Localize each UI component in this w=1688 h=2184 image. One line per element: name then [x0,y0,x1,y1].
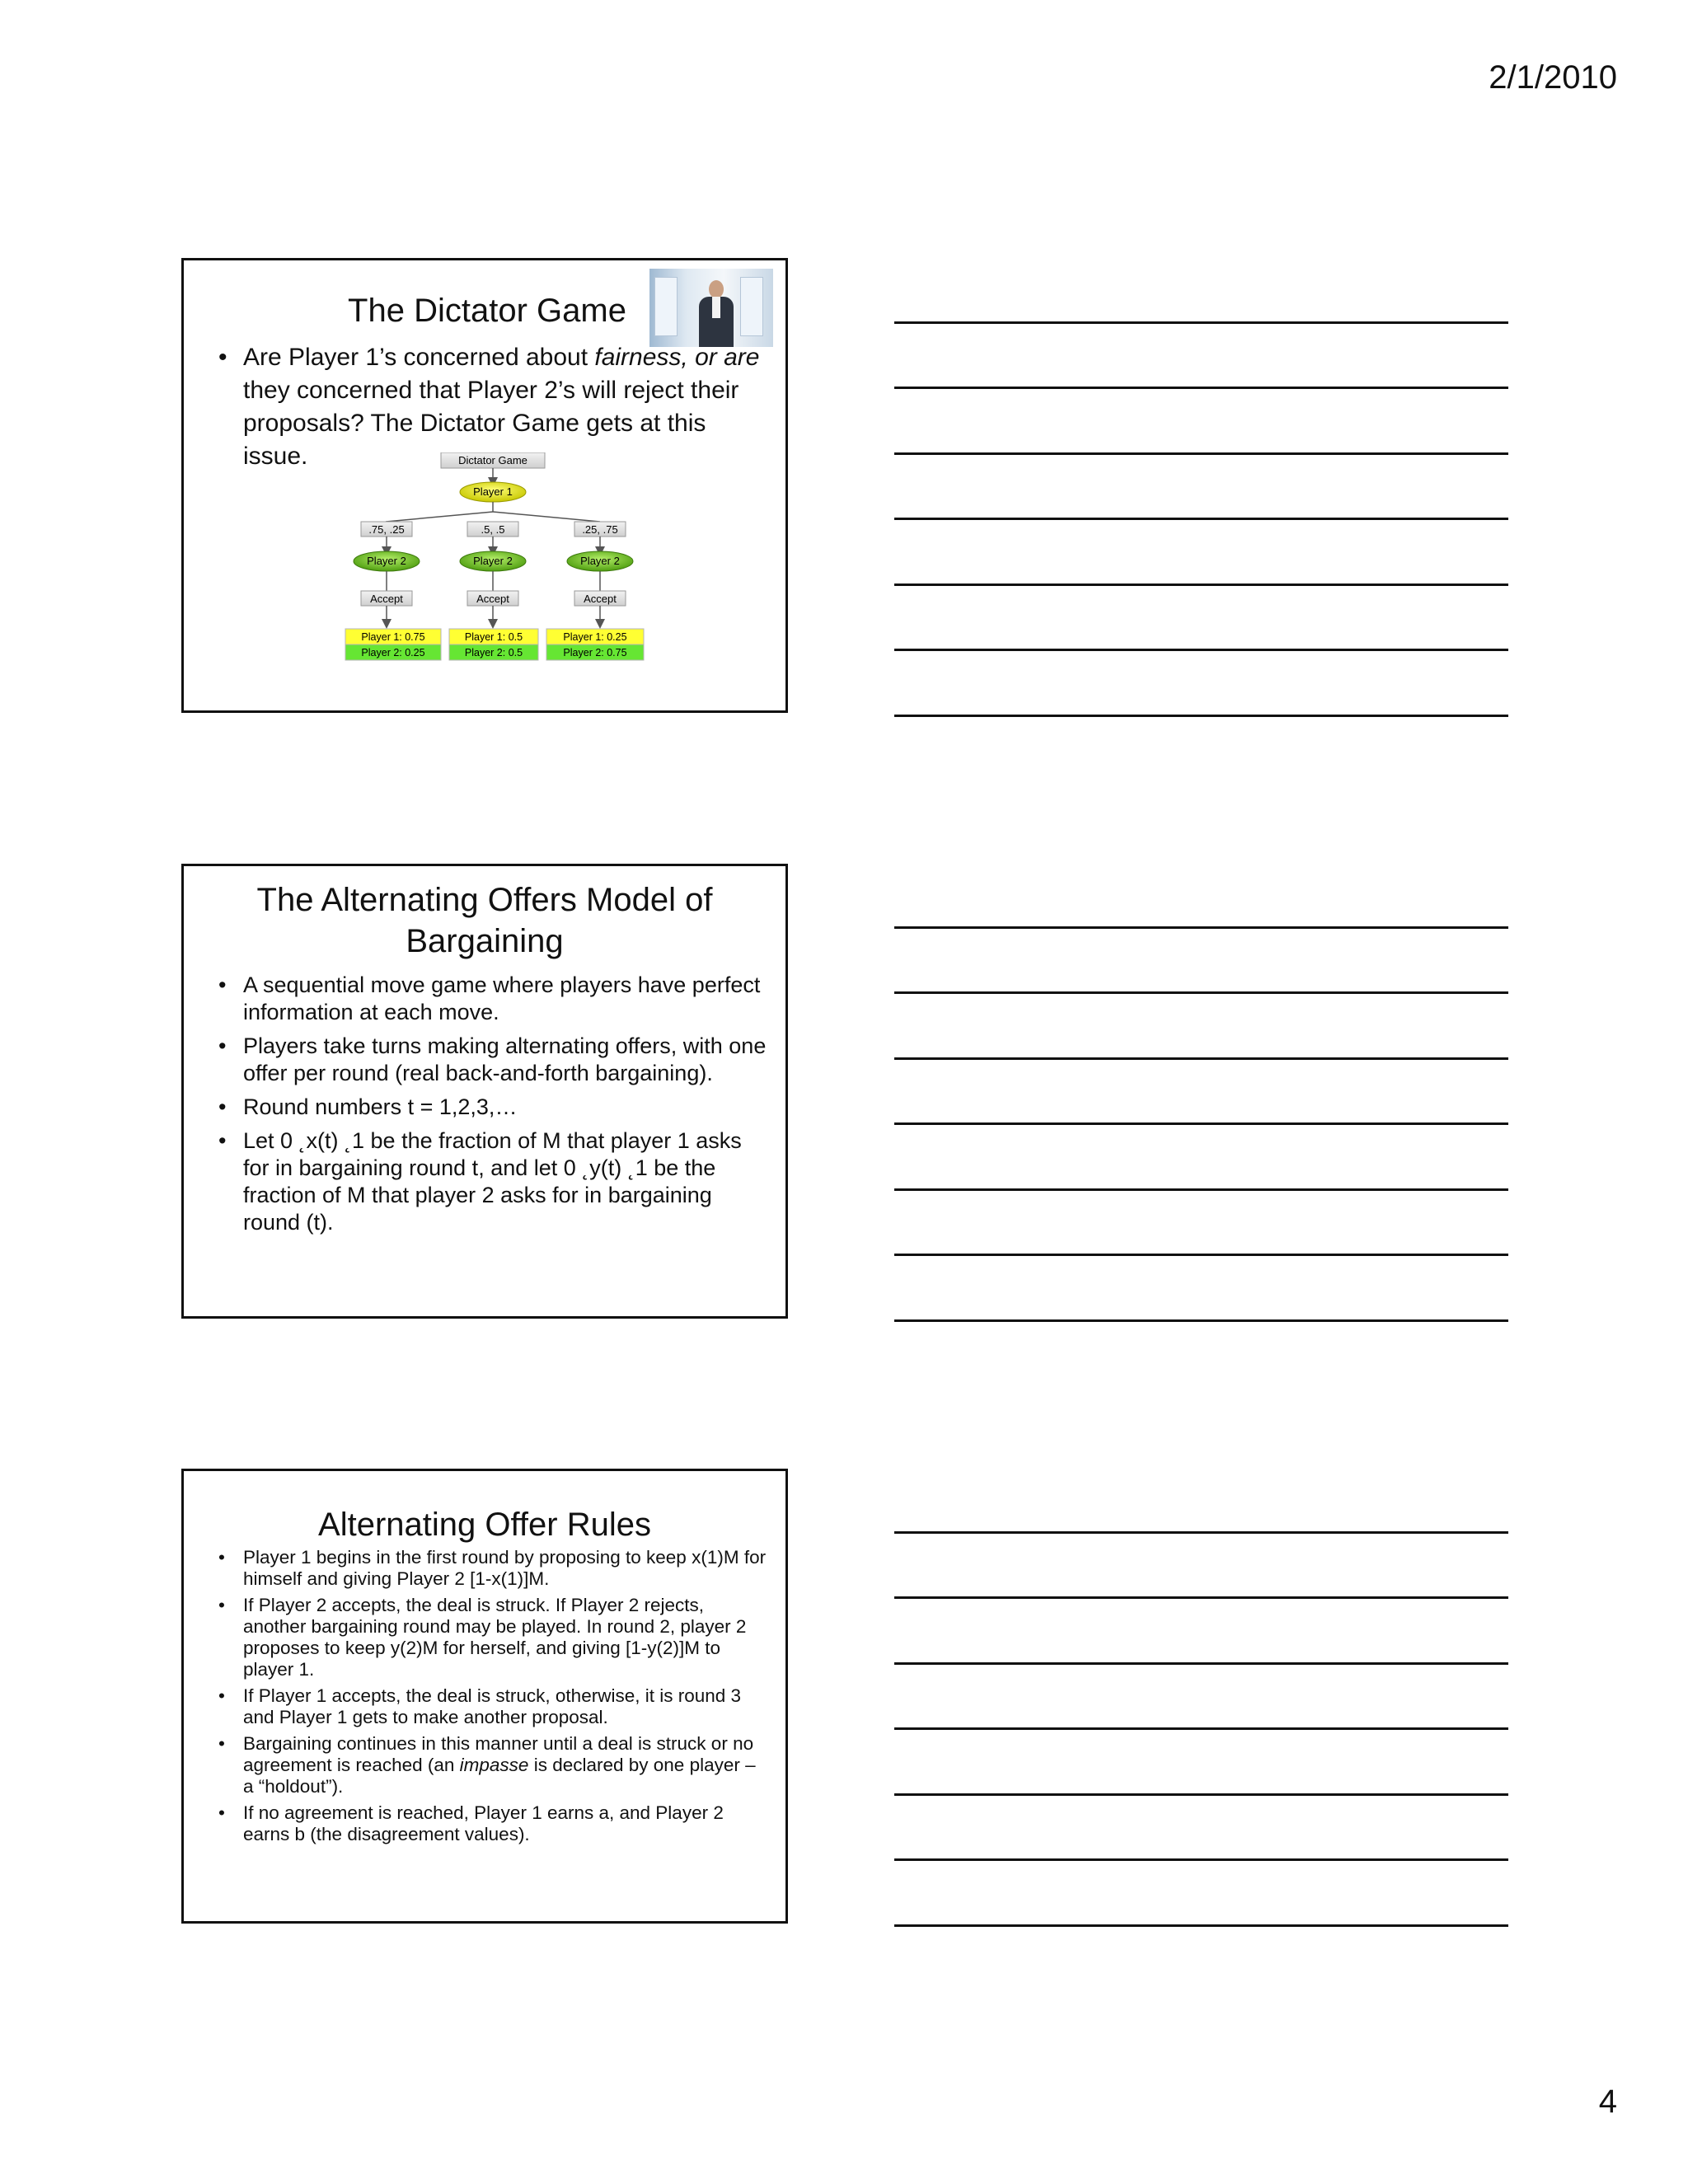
tree-root-label: Dictator Game [458,454,528,466]
note-line [894,1254,1508,1256]
note-line [894,1057,1508,1060]
note-line [894,649,1508,651]
payoff-p2-label: Player 2: 0.5 [464,647,523,658]
bullet-item: • If no agreement is reached, Player 1 earns a, and Player 2 earns b (the disagreement values). [184,1802,785,1845]
bullet-item: • Round numbers t = 1,2,3,… [184,1094,785,1121]
bullet-item: • If Player 1 accepts, the deal is struck, otherwise, it is round 3 and Player 1 gets to make another proposal. [184,1685,785,1728]
bullet-item: • Let 0 ˛x(t) ˛1 be the fraction of M that player 1 asks for in bargaining round t, and let 0 ˛y(t) ˛1 be the fraction of M that player 2 asks for in bargaining round (t). [184,1127,785,1236]
bullet-item: • If Player 2 accepts, the deal is struck. If Player 2 rejects, another bargaining round may be played. In round 2, player 2 proposes to keep y(2)M for herself, and giving [1-y(2)]M to player 1. [184,1595,785,1680]
note-line [894,1727,1508,1730]
offer-label: .25, .75 [582,523,618,536]
businessman-photo [649,269,773,347]
slide-title: The Alternating Offers Model of Bargaining [256,882,713,959]
payoff-p2-label: Player 2: 0.25 [361,647,425,658]
page-number: 4 [1598,2083,1617,2120]
player2-label: Player 2 [367,555,406,567]
note-line [894,1924,1508,1927]
note-line [894,583,1508,586]
note-line [894,1531,1508,1534]
note-line [894,1858,1508,1861]
note-line [894,452,1508,455]
bullet-item: • Player 1 begins in the first round by proposing to keep x(1)M for himself and giving Player 2 [1-x(1)]M. [184,1547,785,1590]
bullet-item: • A sequential move game where players have perfect information at each move. [184,972,785,1026]
player2-label: Player 2 [473,555,513,567]
payoff-p1-label: Player 1: 0.75 [361,631,425,643]
bullet-list [184,972,785,1236]
note-line [894,387,1508,389]
bullet-item: • Players take turns making alternating offers, with one offer per round (real back-and-forth bargaining). [184,1033,785,1087]
note-line [894,518,1508,520]
slide-title: The Dictator Game [348,293,626,329]
dictator-game-tree [324,452,654,700]
note-line [894,1319,1508,1322]
slide-title: Alternating Offer Rules [318,1507,651,1543]
note-line [894,1793,1508,1796]
note-line [894,1662,1508,1665]
payoff-p2-label: Player 2: 0.75 [563,647,627,658]
slide-dictator-game [181,258,788,713]
note-line [894,1596,1508,1599]
player2-label: Player 2 [580,555,620,567]
bullet-list [184,1547,785,1845]
offer-label: .75, .25 [368,523,405,536]
note-line [894,715,1508,717]
response-label: Accept [476,593,509,605]
note-line [894,991,1508,994]
note-line [894,926,1508,929]
slide-alternating-offer-rules [181,1469,788,1924]
offer-label: .5, .5 [481,523,505,536]
payoff-p1-label: Player 1: 0.5 [464,631,523,643]
note-line [894,1188,1508,1191]
payoff-p1-label: Player 1: 0.25 [563,631,627,643]
note-line [894,1122,1508,1125]
bullet-item: • Bargaining continues in this manner until a deal is struck or no agreement is reached (an impasse is declared by one player – a “holdout”). [184,1733,785,1797]
header-date: 2/1/2010 [1489,59,1617,96]
response-label: Accept [370,593,403,605]
bullet-item: • Are Player 1’s concerned about fairness, or are they concerned that Player 2’s will reject their proposals? The Dictator Game gets at this issue. [184,341,785,473]
slide-alternating-offers-model [181,864,788,1319]
note-line [894,321,1508,324]
player1-label: Player 1 [473,485,513,498]
response-label: Accept [584,593,617,605]
